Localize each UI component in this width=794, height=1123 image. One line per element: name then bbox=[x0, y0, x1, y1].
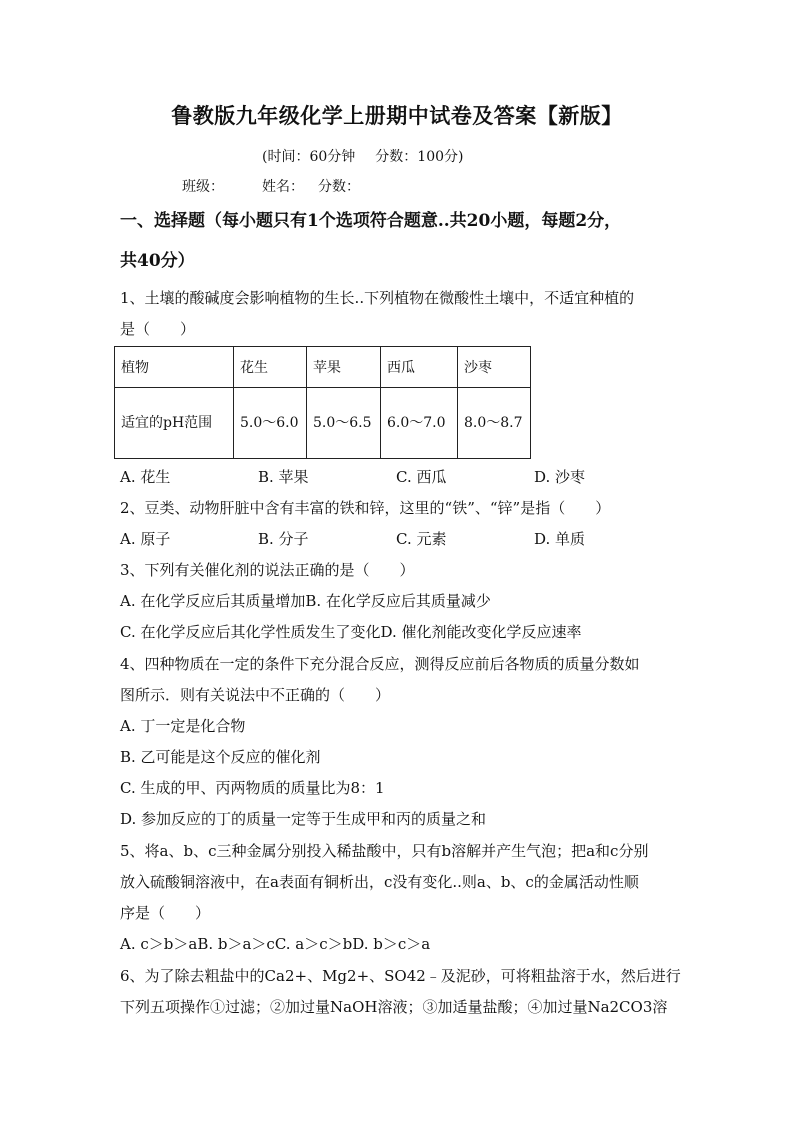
section-heading-cont: 共40分） bbox=[120, 251, 195, 271]
option-b[interactable]: B. 苹果 bbox=[258, 468, 309, 486]
table-cell: 6.0～7.0 bbox=[381, 388, 458, 459]
option-c[interactable]: C. 西瓜 bbox=[396, 468, 447, 486]
exam-total-score: 分数：100分) bbox=[375, 149, 464, 165]
q4-option-c[interactable]: C. 生成的甲、丙两物质的质量比为8：1 bbox=[120, 779, 385, 797]
option-c[interactable]: C. 元素 bbox=[396, 530, 447, 548]
option-b[interactable]: B. 分子 bbox=[258, 530, 309, 548]
section-heading: 一、选择题（每小题只有1个选项符合题意..共20小题，每题2分， bbox=[120, 211, 622, 231]
q4-option-a[interactable]: A. 丁一定是化合物 bbox=[120, 717, 246, 735]
option-a[interactable]: A. 原子 bbox=[120, 530, 171, 548]
q1-stem: 1、土壤的酸碱度会影响植物的生长..下列植物在微酸性土壤中，不适宜种植的 bbox=[120, 289, 635, 307]
q6-stem-cont: 下列五项操作①过滤；②加过量NaOH溶液；③加适量盐酸；④加过量Na2CO3溶 bbox=[120, 998, 668, 1016]
q1-stem-cont: 是（ ） bbox=[120, 320, 196, 338]
table-cell: 沙枣 bbox=[458, 347, 531, 388]
ph-table bbox=[114, 346, 531, 459]
student-fields bbox=[182, 176, 360, 196]
q2-stem: 2、豆类、动物肝脏中含有丰富的铁和锌，这里的“铁”、“锌”是指（ ） bbox=[120, 499, 611, 517]
name-field-label: 姓名： bbox=[262, 179, 304, 195]
q5-stem: 5、将a、b、c三种金属分别投入稀盐酸中，只有b溶解并产生气泡；把a和c分别 bbox=[120, 842, 649, 860]
exam-time: (时间：60分钟 bbox=[262, 149, 356, 165]
q6-stem: 6、为了除去粗盐中的Ca2+、Mg2+、SO42﹣及泥砂，可将粗盐溶于水，然后进行 bbox=[120, 967, 681, 985]
q5-options: A. c＞b＞aB. b＞a＞cC. a＞c＞bD. b＞c＞a bbox=[120, 935, 431, 953]
table-cell: 适宜的pH范围 bbox=[115, 388, 234, 459]
q5-stem-cont: 放入硫酸铜溶液中，在a表面有铜析出，c没有变化..则a、b、c的金属活动性顺 bbox=[120, 873, 639, 891]
q3-options-ab: A. 在化学反应后其质量增加B. 在化学反应后其质量减少 bbox=[120, 592, 491, 610]
class-field-label: 班级： bbox=[182, 179, 224, 195]
exam-info bbox=[262, 146, 463, 166]
table-cell: 5.0～6.5 bbox=[307, 388, 381, 459]
option-a[interactable]: A. 花生 bbox=[120, 468, 171, 486]
q5-stem-end: 序是（ ） bbox=[120, 904, 211, 922]
page-title: 鲁教版九年级化学上册期中试卷及答案【新版】 bbox=[171, 103, 623, 128]
table-cell: 花生 bbox=[234, 347, 307, 388]
option-d[interactable]: D. 单质 bbox=[534, 530, 586, 548]
q4-stem: 4、四种物质在一定的条件下充分混合反应，测得反应前后各物质的质量分数如 bbox=[120, 655, 640, 673]
table-cell: 苹果 bbox=[307, 347, 381, 388]
table-cell: 8.0～8.7 bbox=[458, 388, 531, 459]
q1-options bbox=[120, 470, 585, 485]
q3-stem: 3、下列有关催化剂的说法正确的是（ ） bbox=[120, 561, 415, 579]
q3-options-cd: C. 在化学反应后其化学性质发生了变化D. 催化剂能改变化学反应速率 bbox=[120, 623, 582, 641]
q4-option-d[interactable]: D. 参加反应的丁的质量一定等于生成甲和丙的质量之和 bbox=[120, 810, 487, 828]
table-cell: 西瓜 bbox=[381, 347, 458, 388]
table-row bbox=[115, 388, 531, 459]
q4-option-b[interactable]: B. 乙可能是这个反应的催化剂 bbox=[120, 748, 321, 766]
table-cell: 5.0～6.0 bbox=[234, 388, 307, 459]
q2-options bbox=[120, 532, 585, 547]
q4-stem-cont: 图所示．则有关说法中不正确的（ ） bbox=[120, 686, 391, 704]
option-d[interactable]: D. 沙枣 bbox=[534, 468, 586, 486]
score-field-label: 分数： bbox=[318, 179, 360, 195]
table-cell: 植物 bbox=[115, 347, 234, 388]
table-header-row bbox=[115, 347, 531, 388]
